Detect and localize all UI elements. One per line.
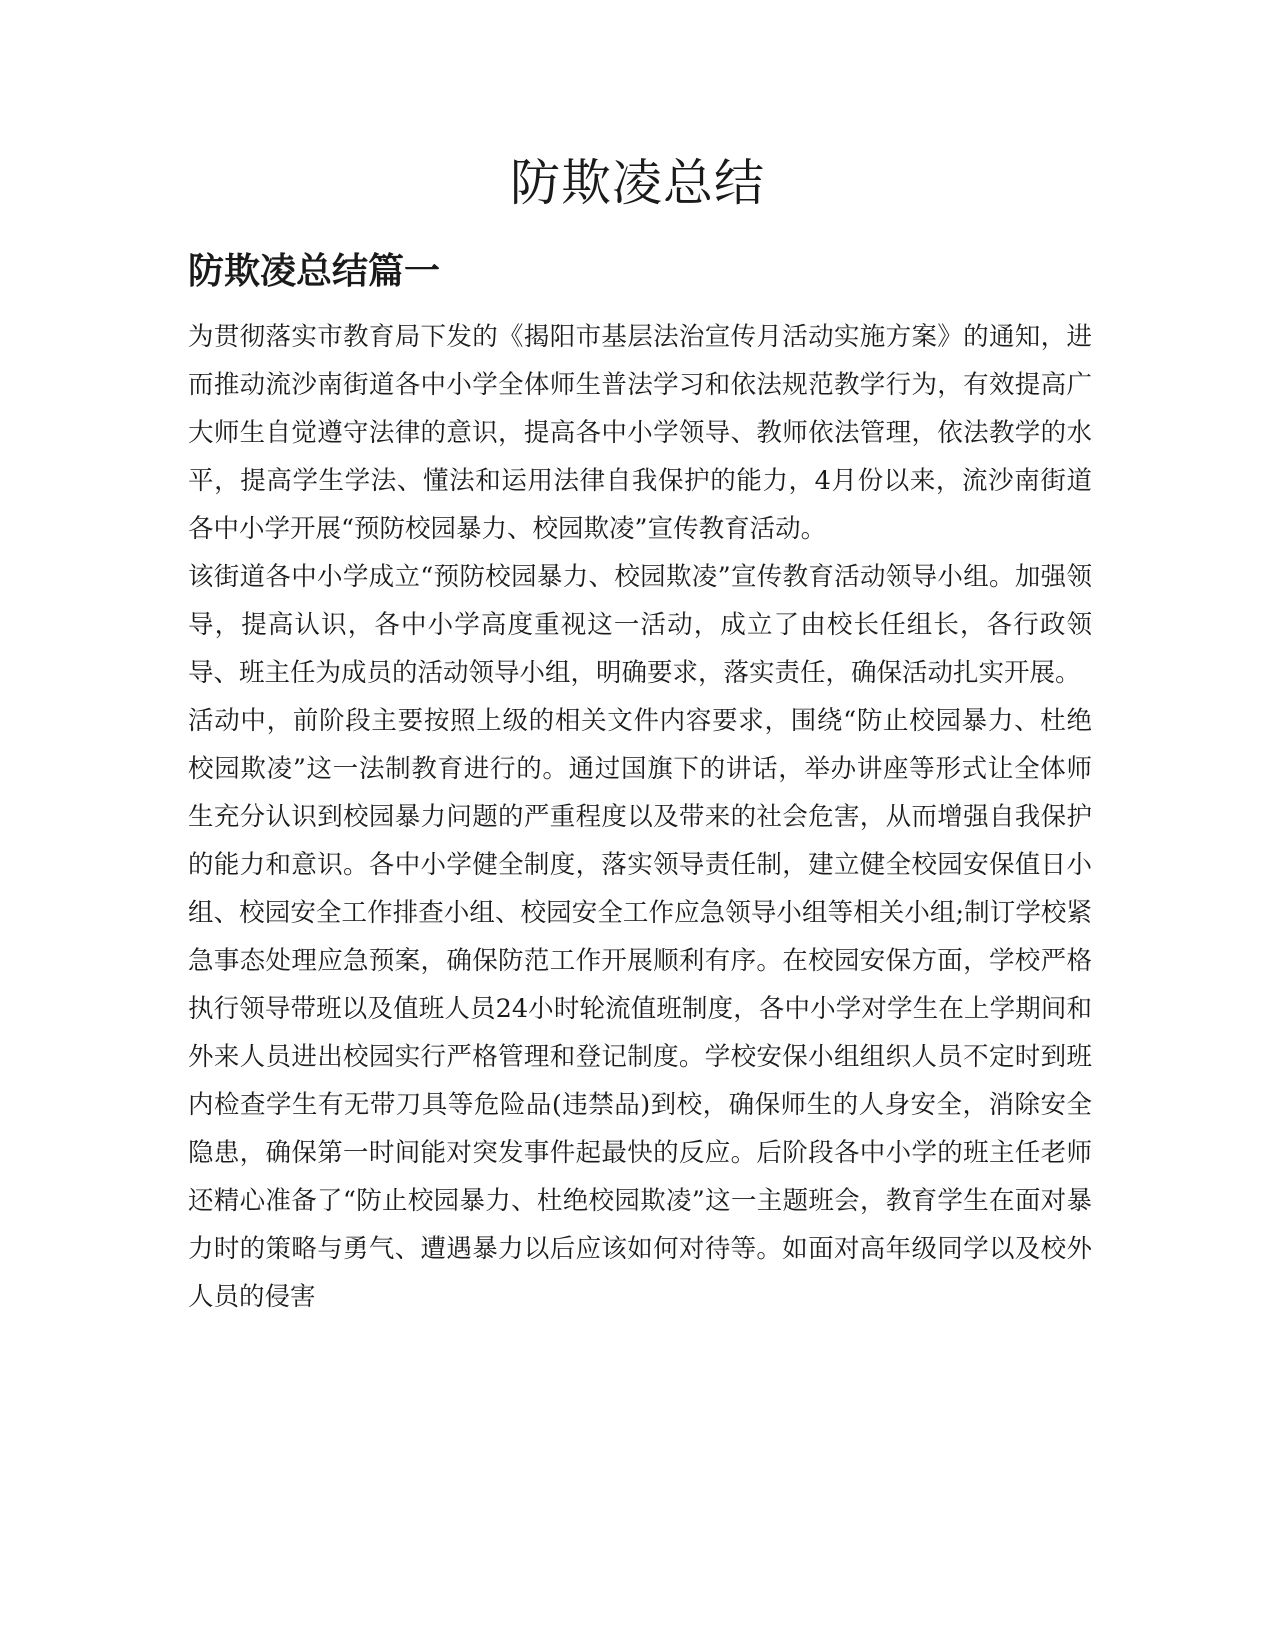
paragraph-2: 该街道各中小学成立“预防校园暴力、校园欺凌”宣传教育活动领导小组。加强领导，提高认识，各中小学高度重视这一活动，成立了由校长任组长，各行政领导、班主任为成员的活动领导小组，明确要求，落实责任，确保活动扎实开展。 <box>188 562 1092 688</box>
paragraph-1: 为贯彻落实市教育局下发的《揭阳市基层法治宣传月活动实施方案》的通知，进而推动流沙南街道各中小学全体师生普法学习和依法规范教学行为，有效提高广大师生自觉遵守法律的意识，提高各中小学领导、教师依法管理，依法教学的水平，提高学生学法、懂法和运用法律自我保护的能力，4月份以来，流沙南街道各中小学开展“预防校园暴力、校园欺凌”宣传教育活动。 <box>188 322 1092 544</box>
paragraph-3: 活动中，前阶段主要按照上级的相关文件内容要求，围绕“防止校园暴力、杜绝校园欺凌”这一法制教育进行的。通过国旗下的讲话，举办讲座等形式让全体师生充分认识到校园暴力问题的严重程度以及带来的社会危害，从而增强自我保护的能力和意识。各中小学健全制度，落实领导责任制，建立健全校园安保值日小组、校园安全工作排查小组、校园安全工作应急领导小组等相关小组;制订学校紧急事态处理应急预案，确保防范工作开展顺利有序。在校园安保方面，学校严格执行领导带班以及值班人员24小时轮流值班制度，各中小学对学生在上学期间和外来人员进出校园实行严格管理和登记制度。学校安保小组组织人员不定时到班内检查学生有无带刀具等危险品(违禁品)到校，确保师生的人身安全，消除安全隐患，确保第一时间能对突发事件起最快的反应。后阶段各中小学的班主任老师还精心准备了“防止校园暴力、杜绝校园欺凌”这一主题班会，教育学生在面对暴力时的策略与勇气、遭遇暴力以后应该如何对待等。如面对高年级同学以及校外人员的侵害 <box>188 706 1092 1312</box>
section-heading: 防欺凌总结篇一 <box>188 251 441 292</box>
document-title: 防欺凌总结 <box>510 154 765 212</box>
document-body <box>188 313 1092 1321</box>
